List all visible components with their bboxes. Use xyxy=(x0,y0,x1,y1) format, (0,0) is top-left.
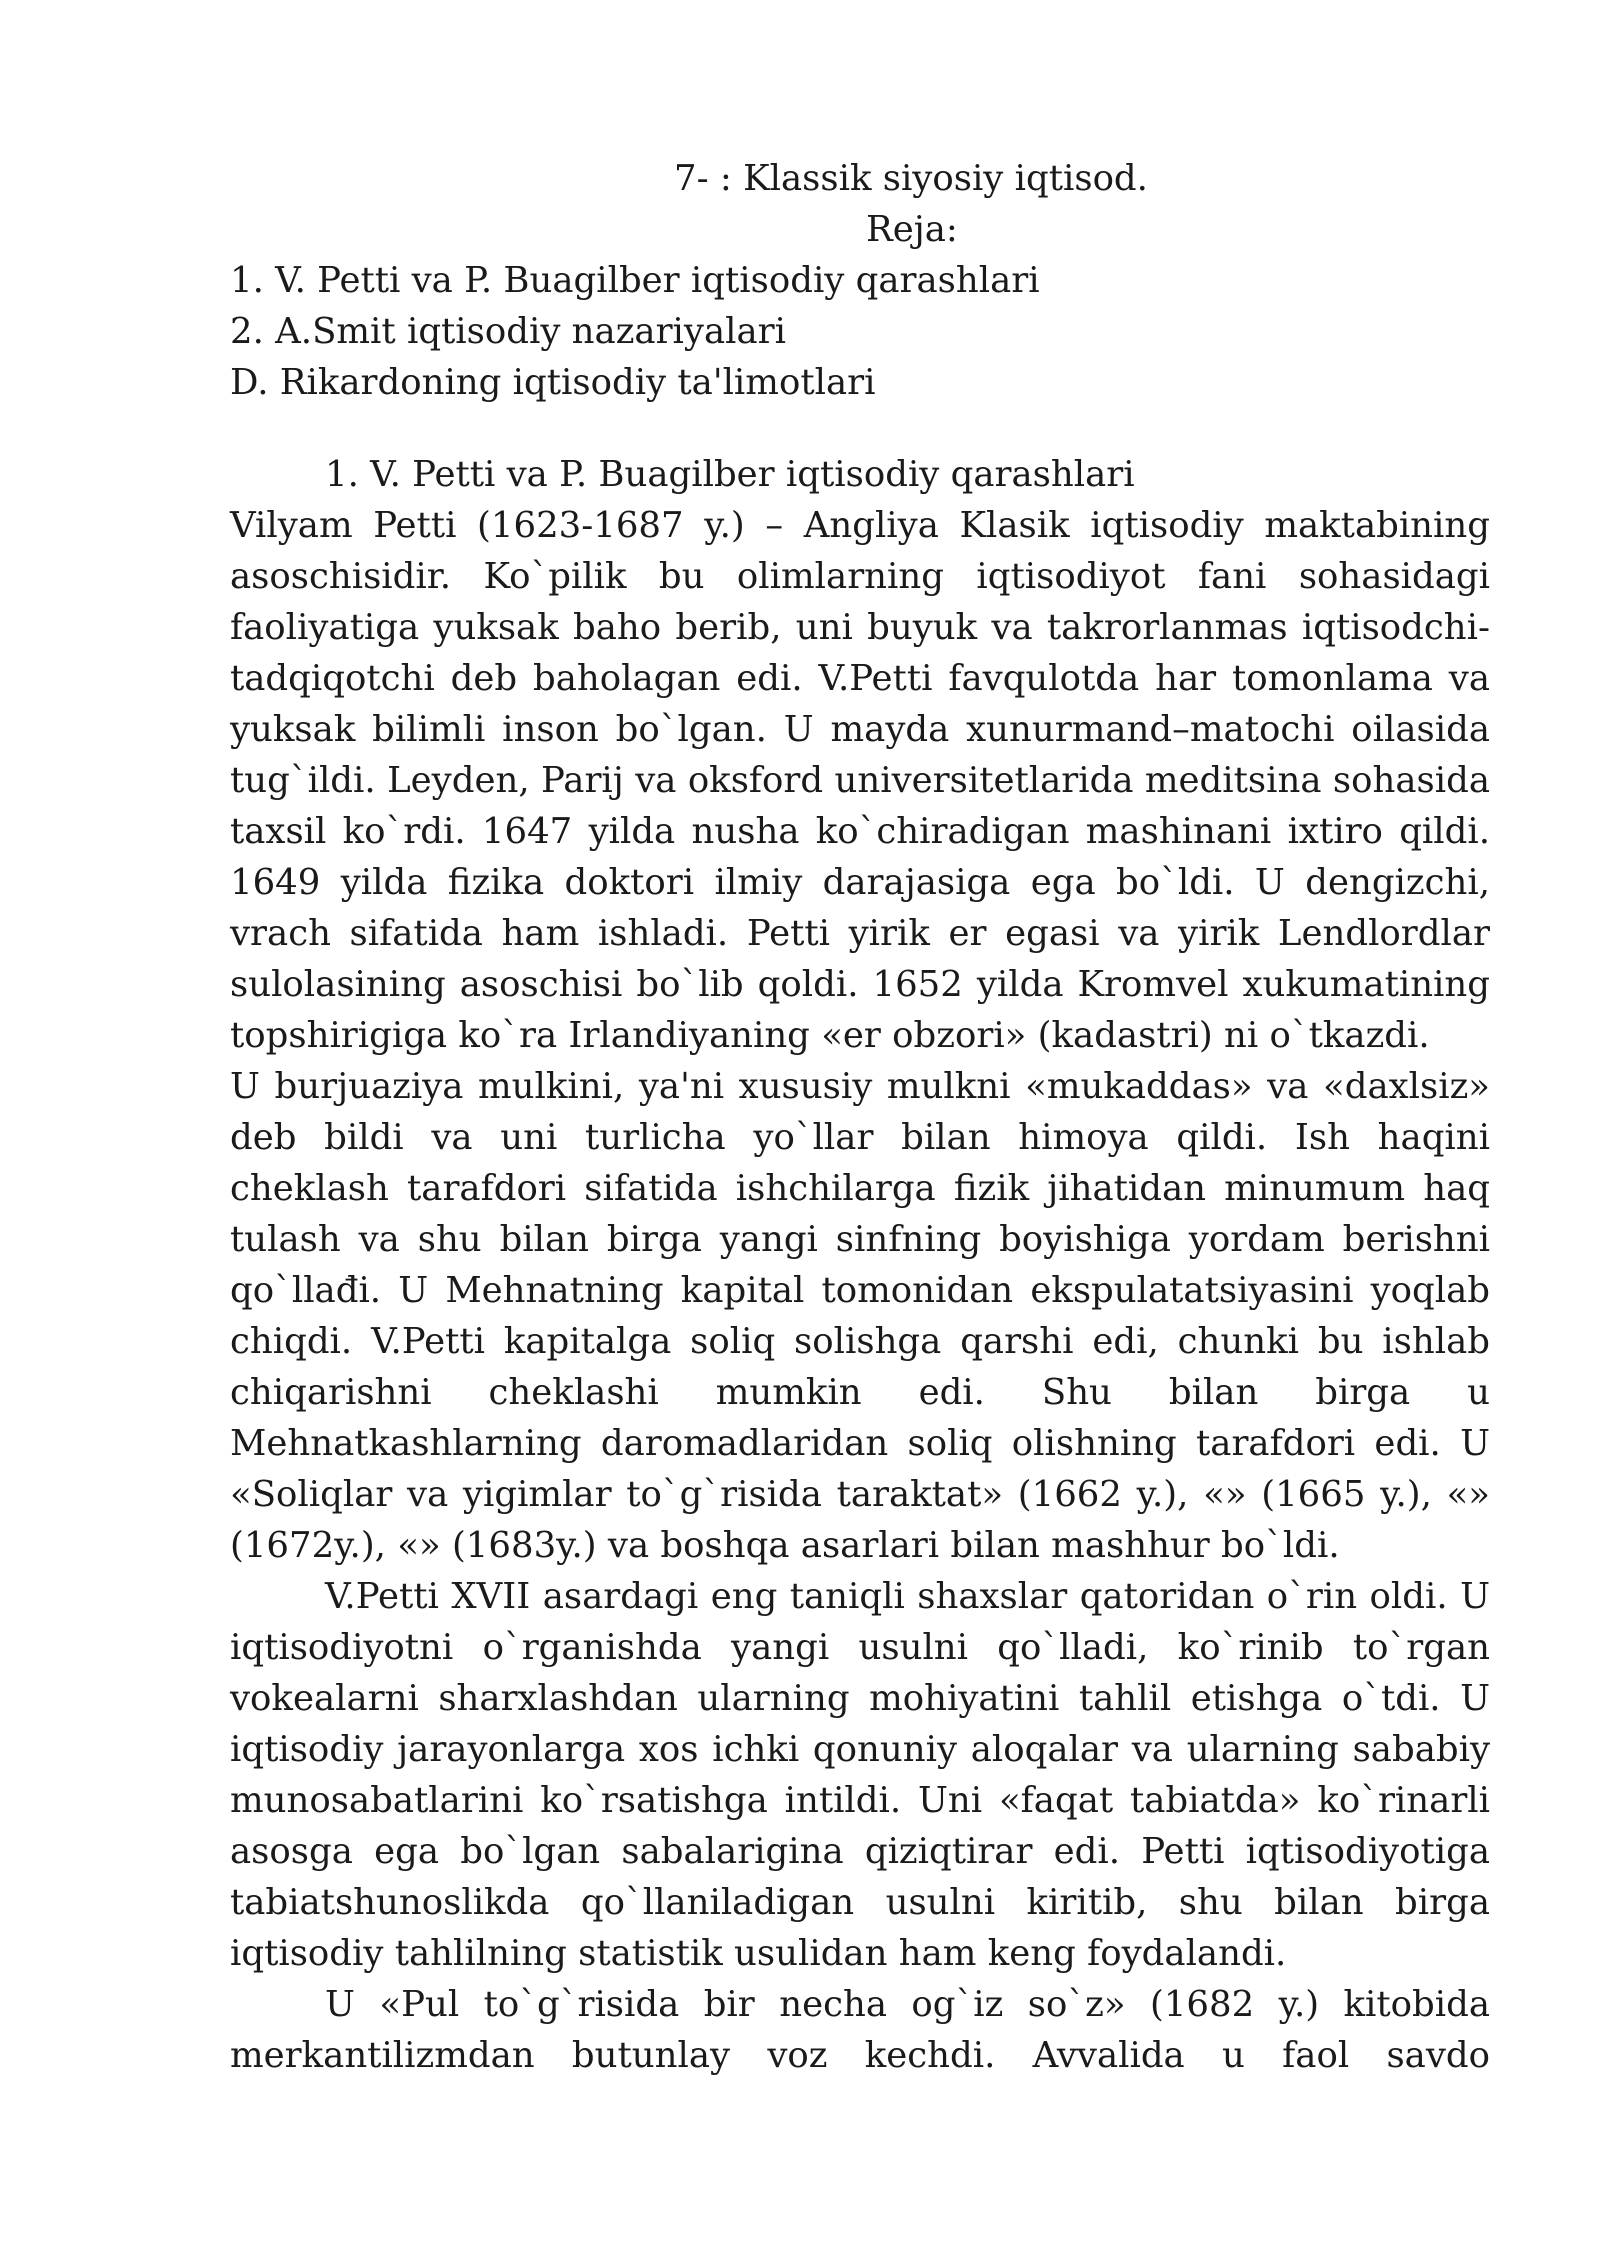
plan-heading: Reja: xyxy=(866,209,958,250)
body-paragraph: U burjuaziya mulkini, ya'ni xususiy mulkni «mukaddas» va «daxlsiz» deb bildi va uni turlicha yo`llar bilan himoya qildi. Ish haqini cheklash tarafdori sifatida ishchilarga fizik jihatidan minumum haq tulash va shu bilan birga yangi sinfning boyishiga yordam berishni qo`llađi. U Mehnatning kapital tomonidan ekspulatatsiyasini yoqlab chiqdi. V.Petti kapitalga soliq solishga qarshi edi, chunki bu ishlab chiqarishni cheklashi mumkin edi. Shu bilan birga u Mehnatkashlarning daromadlaridan soliq olishning tarafdori edi. U «Soliqlar va yigimlar to`g`risida taraktat» (1662 y.), «» (1665 y.), «» (1672y.), «» (1683y.) va boshqa asarlari bilan mashhur bo`ldi. xyxy=(230,1066,1490,1566)
plan-item: 2. A.Smit iqtisodiy nazariyalari xyxy=(230,311,786,352)
plan-list xyxy=(230,255,1490,408)
body-paragraph: Vilyam Petti (1623-1687 y.) – Angliya Klasik iqtisodiy maktabining asoschisidir. Ko`pilik bu olimlarning iqtisodiyot fani sohasidagi faoliyatiga yuksak baho berib, uni buyuk va takrorlanmas iqtisodchi-tadqiqotchi deb baholagan edi. V.Petti favqulotda har tomonlama va yuksak bilimli inson bo`lgan. U mayda xunurmand–matochi oilasida tug`ildi. Leyden, Parij va oksford universitetlarida meditsina sohasida taxsil ko`rdi. 1647 yilda nusha ko`chiradigan mashinani ixtiro qildi. 1649 yilda fizika doktori ilmiy darajasiga ega bo`ldi. U dengizchi, vrach sifatida ham ishladi. Petti yirik er egasi va yirik Lendlordlar sulolasining asoschisi bo`lib qoldi. 1652 yilda Kromvel xukumatining topshirigiga ko`ra Irlandiyaning «er obzori» (kadastri) ni o`tkazdi. xyxy=(230,505,1490,1056)
body-paragraph: U «Pul to`g`risida bir necha og`iz so`z» (1682 y.) kitobida merkantilizmdan butunlay voz kechdi. Avvalida u faol savdo xyxy=(230,1984,1490,2076)
page-title: 7- : Klassik siyosiy iqtisod. xyxy=(674,158,1148,199)
plan-item: 1. V. Petti va P. Buagilber iqtisodiy qarashlari xyxy=(230,260,1040,301)
plan-item: D. Rikardoning iqtisodiy ta'limotlari xyxy=(230,362,876,403)
document-body xyxy=(230,153,1490,2081)
section-heading: 1. V. Petti va P. Buagilber iqtisodiy qarashlari xyxy=(325,454,1135,495)
body-paragraph: V.Petti XVII asardagi eng taniqli shaxslar qatoridan o`rin oldi. U iqtisodiyotni o`rganishda yangi usulni qo`lladi, ko`rinib to`rgan vokealarni sharxlashdan ularning mohiyatini tahlil etishga o`tdi. U iqtisodiy jarayonlarga xos ichki qonuniy aloqalar va ularning sababiy munosabatlarini ko`rsatishga intildi. Uni «faqat tabiatda» ko`rinarli asosga ega bo`lgan sabalarigina qiziqtirar edi. Petti iqtisodiyotiga tabiatshunoslikda qo`llaniladigan usulni kiritib, shu bilan birga iqtisodiy tahlilning statistik usulidan ham keng foydalandi. xyxy=(230,1576,1490,1974)
